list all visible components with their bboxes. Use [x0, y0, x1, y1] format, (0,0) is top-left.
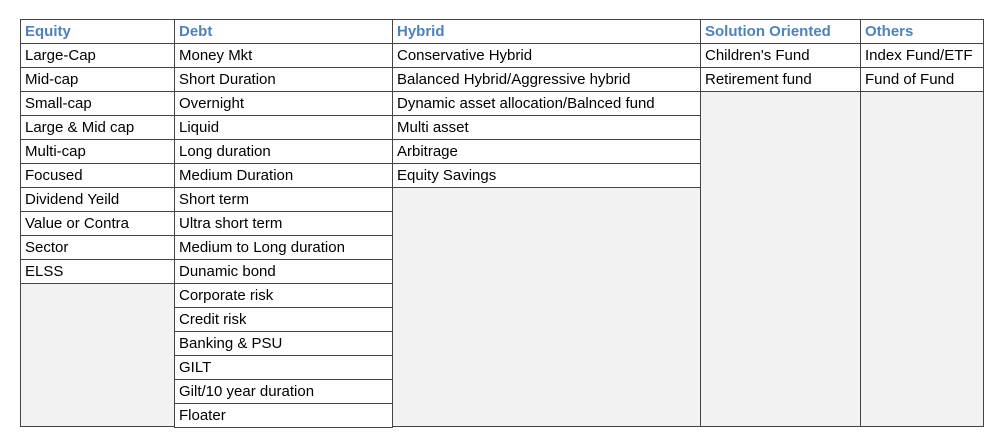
table-cell: Overnight: [174, 91, 393, 115]
table-cell: Medium to Long duration: [174, 235, 393, 259]
table-cell: Liquid: [174, 115, 393, 139]
table-cell: Multi-cap: [20, 139, 175, 163]
table-cell: Small-cap: [20, 91, 175, 115]
column-header: Equity: [20, 19, 175, 43]
column-others: [860, 19, 984, 427]
table-cell: Ultra short term: [174, 211, 393, 235]
table-cell: Multi asset: [392, 115, 701, 139]
table-cell: Floater: [174, 403, 393, 428]
table-cell: Medium Duration: [174, 163, 393, 187]
table-cell: Credit risk: [174, 307, 393, 331]
column-equity: [20, 19, 175, 427]
table-cell: ELSS: [20, 259, 175, 284]
table-cell: Fund of Fund: [860, 67, 984, 92]
table-cell: Balanced Hybrid/Aggressive hybrid: [392, 67, 701, 91]
table-cell: Dividend Yeild: [20, 187, 175, 211]
table-cell: Large-Cap: [20, 43, 175, 67]
table-cell: Long duration: [174, 139, 393, 163]
column-hybrid: [392, 19, 701, 427]
table-cell: Equity Savings: [392, 163, 701, 188]
table-cell: Conservative Hybrid: [392, 43, 701, 67]
table-cell: Large & Mid cap: [20, 115, 175, 139]
column-header: Others: [860, 19, 984, 43]
column-header: Hybrid: [392, 19, 701, 43]
column-header: Debt: [174, 19, 393, 43]
column-header: Solution Oriented: [700, 19, 861, 43]
column-debt: [174, 19, 393, 427]
table-cell: Corporate risk: [174, 283, 393, 307]
table-cell: Dunamic bond: [174, 259, 393, 283]
table-cell: Mid-cap: [20, 67, 175, 91]
table-cell: Value or Contra: [20, 211, 175, 235]
table-cell: Focused: [20, 163, 175, 187]
table-cell: Sector: [20, 235, 175, 259]
column-solution-oriented: [700, 19, 861, 427]
table-cell: Banking & PSU: [174, 331, 393, 355]
table-cell: GILT: [174, 355, 393, 379]
table-cell: Short Duration: [174, 67, 393, 91]
fund-category-table: [20, 19, 984, 427]
table-cell: Index Fund/ETF: [860, 43, 984, 67]
table-cell: Gilt/10 year duration: [174, 379, 393, 403]
table-cell: Dynamic asset allocation/Balnced fund: [392, 91, 701, 115]
table-cell: Retirement fund: [700, 67, 861, 92]
table-cell: Short term: [174, 187, 393, 211]
table-cell: Arbitrage: [392, 139, 701, 163]
table-cell: Children's Fund: [700, 43, 861, 67]
table-cell: Money Mkt: [174, 43, 393, 67]
